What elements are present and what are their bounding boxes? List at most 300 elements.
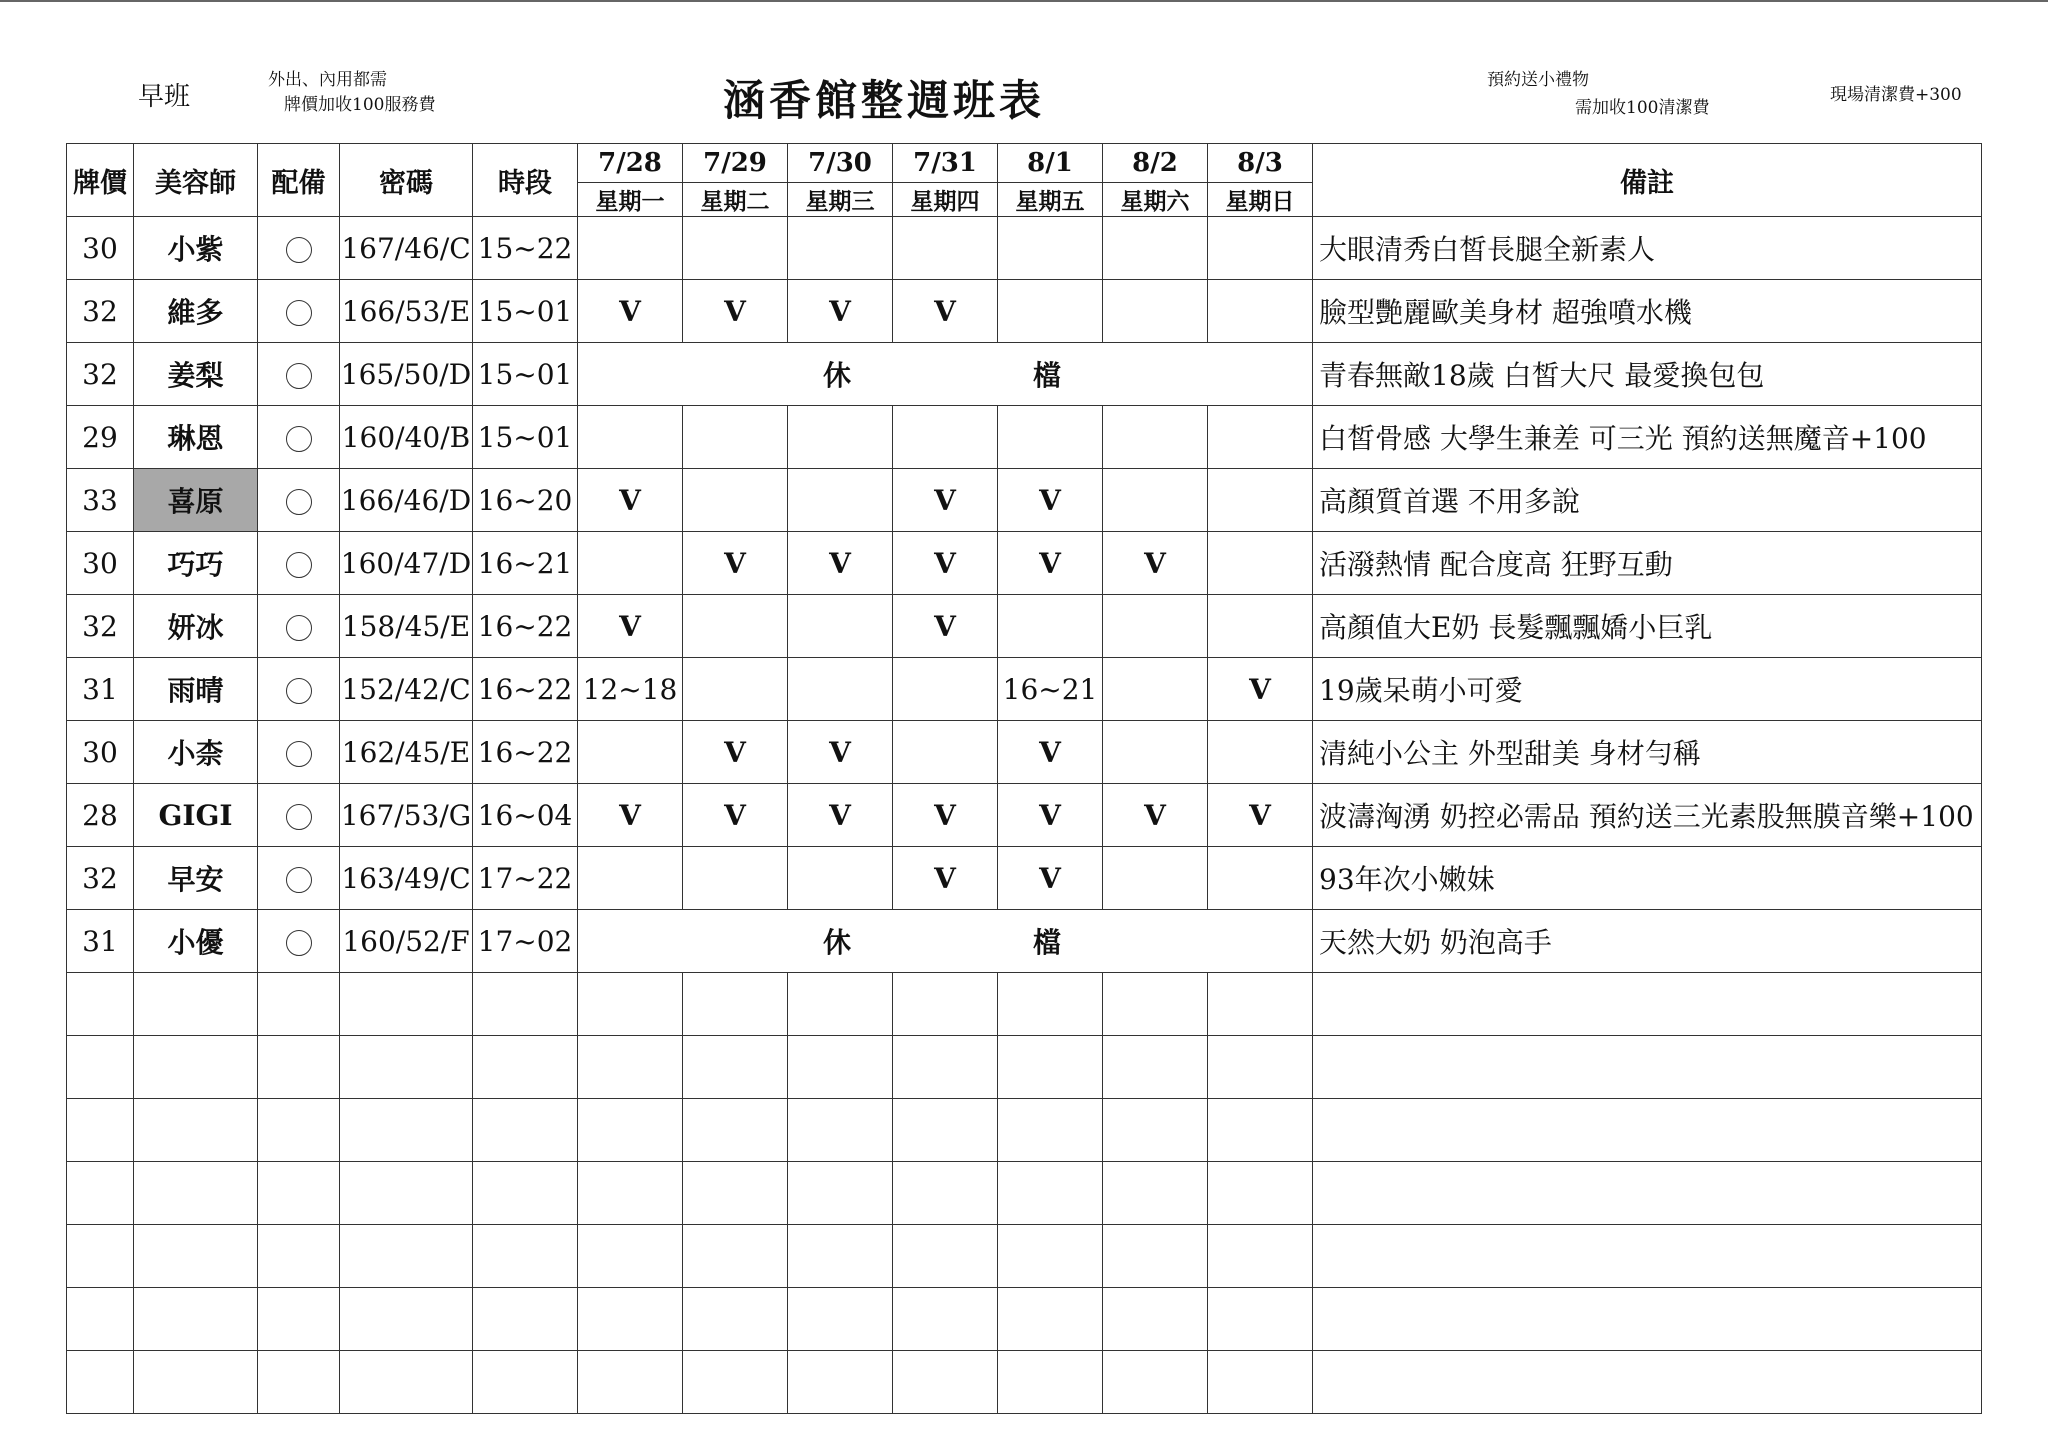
- table-row: [67, 658, 1982, 721]
- empty-cell: [683, 1225, 788, 1288]
- day-mark: 16~21: [998, 658, 1103, 721]
- table-row: [67, 469, 1982, 532]
- note-cell: 清純小公主 外型甜美 身材勻稱: [1313, 721, 1982, 784]
- table-row: [67, 532, 1982, 595]
- empty-row: [67, 1351, 1982, 1414]
- day-mark: V: [578, 469, 683, 532]
- day-mark: V: [998, 469, 1103, 532]
- circle-icon: [286, 426, 312, 452]
- empty-cell: [1313, 1351, 1982, 1414]
- note-cell: 大眼清秀白皙長腿全新素人: [1313, 217, 1982, 280]
- equip-cell: [258, 532, 340, 595]
- day-date: 7/29: [683, 144, 788, 183]
- price-cell: 29: [67, 406, 134, 469]
- code-cell: 160/47/D: [340, 532, 473, 595]
- empty-cell: [1313, 1099, 1982, 1162]
- empty-cell: [340, 1225, 473, 1288]
- empty-cell: [1313, 1288, 1982, 1351]
- day-mark: [578, 406, 683, 469]
- price-cell: 31: [67, 658, 134, 721]
- empty-cell: [258, 1225, 340, 1288]
- day-mark: V: [578, 280, 683, 343]
- day-mark: [788, 406, 893, 469]
- empty-cell: [67, 1225, 134, 1288]
- day-mark: V: [1103, 784, 1208, 847]
- empty-cell: [258, 1288, 340, 1351]
- circle-icon: [286, 552, 312, 578]
- empty-cell: [340, 1351, 473, 1414]
- day-weekday: 星期五: [998, 183, 1103, 217]
- time-cell: 16~22: [473, 595, 578, 658]
- day-mark: [893, 721, 998, 784]
- table-row: [67, 595, 1982, 658]
- day-weekday: 星期三: [788, 183, 893, 217]
- empty-cell: [683, 1288, 788, 1351]
- equip-cell: [258, 784, 340, 847]
- code-cell: 160/40/B: [340, 406, 473, 469]
- empty-cell: [683, 973, 788, 1036]
- empty-cell: [998, 1099, 1103, 1162]
- empty-cell: [1208, 1351, 1313, 1414]
- price-cell: 32: [67, 343, 134, 406]
- service-fee-note-line2: 牌價加收100服務費: [284, 95, 436, 115]
- day-date: 7/28: [578, 144, 683, 183]
- empty-cell: [340, 1162, 473, 1225]
- empty-row: [67, 1288, 1982, 1351]
- day-mark: [1208, 469, 1313, 532]
- time-cell: 15~01: [473, 280, 578, 343]
- empty-cell: [1103, 1162, 1208, 1225]
- page-title: 涵香館整週班表: [723, 76, 1046, 125]
- beautician-name: 早安: [134, 847, 258, 910]
- empty-cell: [134, 1225, 258, 1288]
- col-header-price: 牌價: [67, 144, 134, 217]
- empty-row: [67, 1036, 1982, 1099]
- day-mark: [578, 847, 683, 910]
- day-mark: [788, 847, 893, 910]
- day-mark: V: [998, 532, 1103, 595]
- empty-cell: [578, 1225, 683, 1288]
- day-mark: V: [683, 784, 788, 847]
- empty-cell: [1208, 1099, 1313, 1162]
- day-weekday: 星期日: [1208, 183, 1313, 217]
- time-cell: 17~22: [473, 847, 578, 910]
- day-mark: [683, 658, 788, 721]
- note-cell: 高顏值大E奶 長髮飄飄嬌小巨乳: [1313, 595, 1982, 658]
- day-mark: [1208, 595, 1313, 658]
- day-mark: [1103, 721, 1208, 784]
- empty-cell: [473, 1036, 578, 1099]
- day-mark: [1103, 847, 1208, 910]
- day-mark: [1103, 280, 1208, 343]
- empty-cell: [258, 1036, 340, 1099]
- empty-cell: [1103, 1225, 1208, 1288]
- time-cell: 16~04: [473, 784, 578, 847]
- empty-cell: [788, 1351, 893, 1414]
- time-cell: 15~22: [473, 217, 578, 280]
- table-row: [67, 280, 1982, 343]
- day-date: 7/31: [893, 144, 998, 183]
- rest-label-1: 休: [823, 359, 852, 392]
- table-row: [67, 910, 1982, 973]
- table-row: [67, 847, 1982, 910]
- empty-cell: [578, 1288, 683, 1351]
- empty-cell: [1103, 1288, 1208, 1351]
- empty-cell: [1103, 1099, 1208, 1162]
- note-cell: 93年次小嫩妹: [1313, 847, 1982, 910]
- day-mark: [1103, 406, 1208, 469]
- empty-cell: [788, 973, 893, 1036]
- gift-note-line2: 需加收100清潔費: [1575, 98, 1710, 118]
- empty-cell: [683, 1351, 788, 1414]
- empty-row: [67, 973, 1982, 1036]
- time-cell: 16~21: [473, 532, 578, 595]
- code-cell: 165/50/D: [340, 343, 473, 406]
- note-cell: 19歲呆萌小可愛: [1313, 658, 1982, 721]
- empty-cell: [788, 1225, 893, 1288]
- empty-cell: [683, 1036, 788, 1099]
- empty-cell: [788, 1036, 893, 1099]
- col-header-name: 美容師: [134, 144, 258, 217]
- price-cell: 32: [67, 847, 134, 910]
- day-mark: V: [788, 784, 893, 847]
- note-cell: 天然大奶 奶泡高手: [1313, 910, 1982, 973]
- col-header-equip: 配備: [258, 144, 340, 217]
- day-mark: V: [1208, 658, 1313, 721]
- empty-cell: [578, 1036, 683, 1099]
- day-mark: [1103, 217, 1208, 280]
- beautician-name: 喜原: [134, 469, 258, 532]
- col-header-time: 時段: [473, 144, 578, 217]
- empty-cell: [578, 1162, 683, 1225]
- empty-cell: [998, 1351, 1103, 1414]
- beautician-name: 姜梨: [134, 343, 258, 406]
- day-mark: [788, 595, 893, 658]
- empty-cell: [258, 1099, 340, 1162]
- day-mark: [1208, 217, 1313, 280]
- equip-cell: [258, 910, 340, 973]
- day-mark: [578, 532, 683, 595]
- beautician-name: 琳恩: [134, 406, 258, 469]
- empty-cell: [578, 1351, 683, 1414]
- day-mark: [893, 217, 998, 280]
- empty-cell: [258, 1162, 340, 1225]
- day-weekday: 星期一: [578, 183, 683, 217]
- empty-cell: [1103, 973, 1208, 1036]
- day-mark: V: [893, 280, 998, 343]
- empty-row: [67, 1162, 1982, 1225]
- empty-cell: [473, 1225, 578, 1288]
- code-cell: 167/53/G: [340, 784, 473, 847]
- price-cell: 32: [67, 595, 134, 658]
- equip-cell: [258, 343, 340, 406]
- time-cell: 16~22: [473, 658, 578, 721]
- code-cell: 160/52/F: [340, 910, 473, 973]
- day-mark: [998, 406, 1103, 469]
- circle-icon: [286, 804, 312, 830]
- gift-note-line1: 預約送小禮物: [1487, 70, 1589, 90]
- price-cell: 28: [67, 784, 134, 847]
- day-mark: [1103, 658, 1208, 721]
- note-cell: 白皙骨感 大學生兼差 可三光 預約送無魔音+100: [1313, 406, 1982, 469]
- empty-cell: [67, 1036, 134, 1099]
- empty-cell: [1208, 973, 1313, 1036]
- col-header-code: 密碼: [340, 144, 473, 217]
- code-cell: 158/45/E: [340, 595, 473, 658]
- shift-label: 早班: [138, 82, 191, 112]
- empty-cell: [998, 1036, 1103, 1099]
- day-weekday: 星期二: [683, 183, 788, 217]
- empty-cell: [134, 1099, 258, 1162]
- equip-cell: [258, 595, 340, 658]
- empty-cell: [473, 1351, 578, 1414]
- table-row: [67, 406, 1982, 469]
- equip-cell: [258, 280, 340, 343]
- empty-cell: [893, 1036, 998, 1099]
- empty-cell: [473, 1162, 578, 1225]
- day-mark: [1208, 406, 1313, 469]
- day-mark: V: [788, 280, 893, 343]
- beautician-name: 小紫: [134, 217, 258, 280]
- schedule-table: [66, 143, 1982, 1414]
- rest-label-2: 檔: [1033, 926, 1062, 959]
- empty-cell: [998, 1225, 1103, 1288]
- empty-cell: [578, 1099, 683, 1162]
- day-mark: [1208, 532, 1313, 595]
- day-date: 8/1: [998, 144, 1103, 183]
- empty-cell: [788, 1162, 893, 1225]
- equip-cell: [258, 658, 340, 721]
- time-cell: 15~01: [473, 406, 578, 469]
- day-mark: [788, 658, 893, 721]
- circle-icon: [286, 489, 312, 515]
- day-mark: V: [893, 847, 998, 910]
- circle-icon: [286, 741, 312, 767]
- circle-icon: [286, 237, 312, 263]
- day-mark: V: [1208, 784, 1313, 847]
- beautician-name: 小柰: [134, 721, 258, 784]
- empty-cell: [134, 1162, 258, 1225]
- empty-cell: [788, 1288, 893, 1351]
- empty-row: [67, 1099, 1982, 1162]
- code-cell: 166/53/E: [340, 280, 473, 343]
- note-cell: 青春無敵18歲 白皙大尺 最愛換包包: [1313, 343, 1982, 406]
- empty-cell: [1313, 1036, 1982, 1099]
- code-cell: 167/46/C: [340, 217, 473, 280]
- empty-cell: [473, 1099, 578, 1162]
- day-mark: V: [998, 784, 1103, 847]
- price-cell: 32: [67, 280, 134, 343]
- day-mark: [788, 469, 893, 532]
- empty-cell: [893, 1288, 998, 1351]
- empty-cell: [473, 1288, 578, 1351]
- day-mark: V: [998, 721, 1103, 784]
- empty-cell: [1313, 1162, 1982, 1225]
- empty-cell: [340, 1288, 473, 1351]
- circle-icon: [286, 615, 312, 641]
- empty-cell: [340, 1036, 473, 1099]
- rest-label: [578, 910, 1312, 972]
- rest-cell: [578, 343, 1313, 406]
- day-mark: V: [893, 784, 998, 847]
- service-fee-note: [268, 68, 435, 118]
- day-weekday: 星期四: [893, 183, 998, 217]
- empty-cell: [67, 1099, 134, 1162]
- code-cell: 163/49/C: [340, 847, 473, 910]
- empty-cell: [258, 973, 340, 1036]
- empty-cell: [893, 1351, 998, 1414]
- empty-cell: [1208, 1036, 1313, 1099]
- day-mark: [788, 217, 893, 280]
- day-mark: [683, 406, 788, 469]
- empty-cell: [67, 1351, 134, 1414]
- empty-cell: [1103, 1036, 1208, 1099]
- col-header-notes: 備註: [1313, 144, 1982, 217]
- day-mark: V: [788, 532, 893, 595]
- empty-cell: [134, 1351, 258, 1414]
- day-mark: [998, 280, 1103, 343]
- day-weekday: 星期六: [1103, 183, 1208, 217]
- equip-cell: [258, 217, 340, 280]
- empty-row: [67, 1225, 1982, 1288]
- note-cell: 臉型艷麗歐美身材 超強噴水機: [1313, 280, 1982, 343]
- empty-cell: [67, 973, 134, 1036]
- empty-cell: [1103, 1351, 1208, 1414]
- beautician-name: 雨晴: [134, 658, 258, 721]
- day-mark: [578, 721, 683, 784]
- price-cell: 30: [67, 532, 134, 595]
- day-mark: V: [893, 469, 998, 532]
- empty-cell: [258, 1351, 340, 1414]
- circle-icon: [286, 300, 312, 326]
- day-mark: [1208, 280, 1313, 343]
- empty-cell: [1208, 1225, 1313, 1288]
- empty-cell: [893, 1162, 998, 1225]
- top-rule: [0, 0, 2048, 2]
- empty-cell: [683, 1162, 788, 1225]
- day-mark: [1208, 847, 1313, 910]
- time-cell: 15~01: [473, 343, 578, 406]
- day-mark: V: [788, 721, 893, 784]
- day-mark: V: [1103, 532, 1208, 595]
- day-mark: V: [893, 595, 998, 658]
- day-mark: [893, 658, 998, 721]
- table-row: [67, 784, 1982, 847]
- empty-cell: [473, 973, 578, 1036]
- price-cell: 30: [67, 217, 134, 280]
- empty-cell: [134, 1036, 258, 1099]
- empty-cell: [578, 973, 683, 1036]
- day-mark: [998, 217, 1103, 280]
- empty-cell: [998, 1162, 1103, 1225]
- day-mark: [1103, 469, 1208, 532]
- table-row: [67, 217, 1982, 280]
- empty-cell: [67, 1162, 134, 1225]
- beautician-name: 妍冰: [134, 595, 258, 658]
- empty-cell: [998, 1288, 1103, 1351]
- day-mark: V: [683, 532, 788, 595]
- beautician-name: 維多: [134, 280, 258, 343]
- empty-cell: [67, 1288, 134, 1351]
- day-mark: [683, 847, 788, 910]
- empty-cell: [134, 973, 258, 1036]
- beautician-name: 巧巧: [134, 532, 258, 595]
- price-cell: 31: [67, 910, 134, 973]
- code-cell: 162/45/E: [340, 721, 473, 784]
- beautician-name: 小優: [134, 910, 258, 973]
- empty-cell: [683, 1099, 788, 1162]
- code-cell: 152/42/C: [340, 658, 473, 721]
- day-mark: 12~18: [578, 658, 683, 721]
- day-mark: V: [683, 280, 788, 343]
- empty-cell: [1313, 973, 1982, 1036]
- day-mark: [1103, 595, 1208, 658]
- table-row: [67, 343, 1982, 406]
- empty-cell: [1208, 1162, 1313, 1225]
- note-cell: 高顏質首選 不用多說: [1313, 469, 1982, 532]
- day-mark: [998, 595, 1103, 658]
- circle-icon: [286, 363, 312, 389]
- circle-icon: [286, 678, 312, 704]
- day-mark: [1208, 721, 1313, 784]
- day-mark: [578, 217, 683, 280]
- code-cell: 166/46/D: [340, 469, 473, 532]
- service-fee-note-line1: 外出、內用都需: [268, 70, 387, 90]
- equip-cell: [258, 406, 340, 469]
- rest-label-1: 休: [823, 926, 852, 959]
- rest-cell: [578, 910, 1313, 973]
- rest-label: [578, 343, 1312, 405]
- day-mark: [683, 217, 788, 280]
- price-cell: 33: [67, 469, 134, 532]
- day-mark: V: [578, 595, 683, 658]
- equip-cell: [258, 469, 340, 532]
- gift-note: [1487, 66, 1709, 122]
- day-date: 8/2: [1103, 144, 1208, 183]
- day-mark: V: [893, 532, 998, 595]
- circle-icon: [286, 930, 312, 956]
- time-cell: 16~22: [473, 721, 578, 784]
- beautician-name: GIGI: [134, 784, 258, 847]
- cleaning-fee-note: 現場清潔費+300: [1830, 85, 1962, 105]
- day-date: 8/3: [1208, 144, 1313, 183]
- empty-cell: [788, 1099, 893, 1162]
- empty-cell: [134, 1288, 258, 1351]
- empty-cell: [340, 1099, 473, 1162]
- equip-cell: [258, 847, 340, 910]
- table-row: [67, 721, 1982, 784]
- empty-cell: [340, 973, 473, 1036]
- time-cell: 17~02: [473, 910, 578, 973]
- price-cell: 30: [67, 721, 134, 784]
- empty-cell: [1313, 1225, 1982, 1288]
- circle-icon: [286, 867, 312, 893]
- day-mark: V: [998, 847, 1103, 910]
- day-mark: V: [683, 721, 788, 784]
- note-cell: 活潑熱情 配合度高 狂野互動: [1313, 532, 1982, 595]
- day-mark: [683, 595, 788, 658]
- empty-cell: [998, 973, 1103, 1036]
- day-mark: V: [578, 784, 683, 847]
- day-date: 7/30: [788, 144, 893, 183]
- empty-cell: [893, 1225, 998, 1288]
- equip-cell: [258, 721, 340, 784]
- schedule-body: [67, 217, 1982, 1414]
- rest-label-2: 檔: [1033, 359, 1062, 392]
- day-mark: [683, 469, 788, 532]
- time-cell: 16~20: [473, 469, 578, 532]
- empty-cell: [1208, 1288, 1313, 1351]
